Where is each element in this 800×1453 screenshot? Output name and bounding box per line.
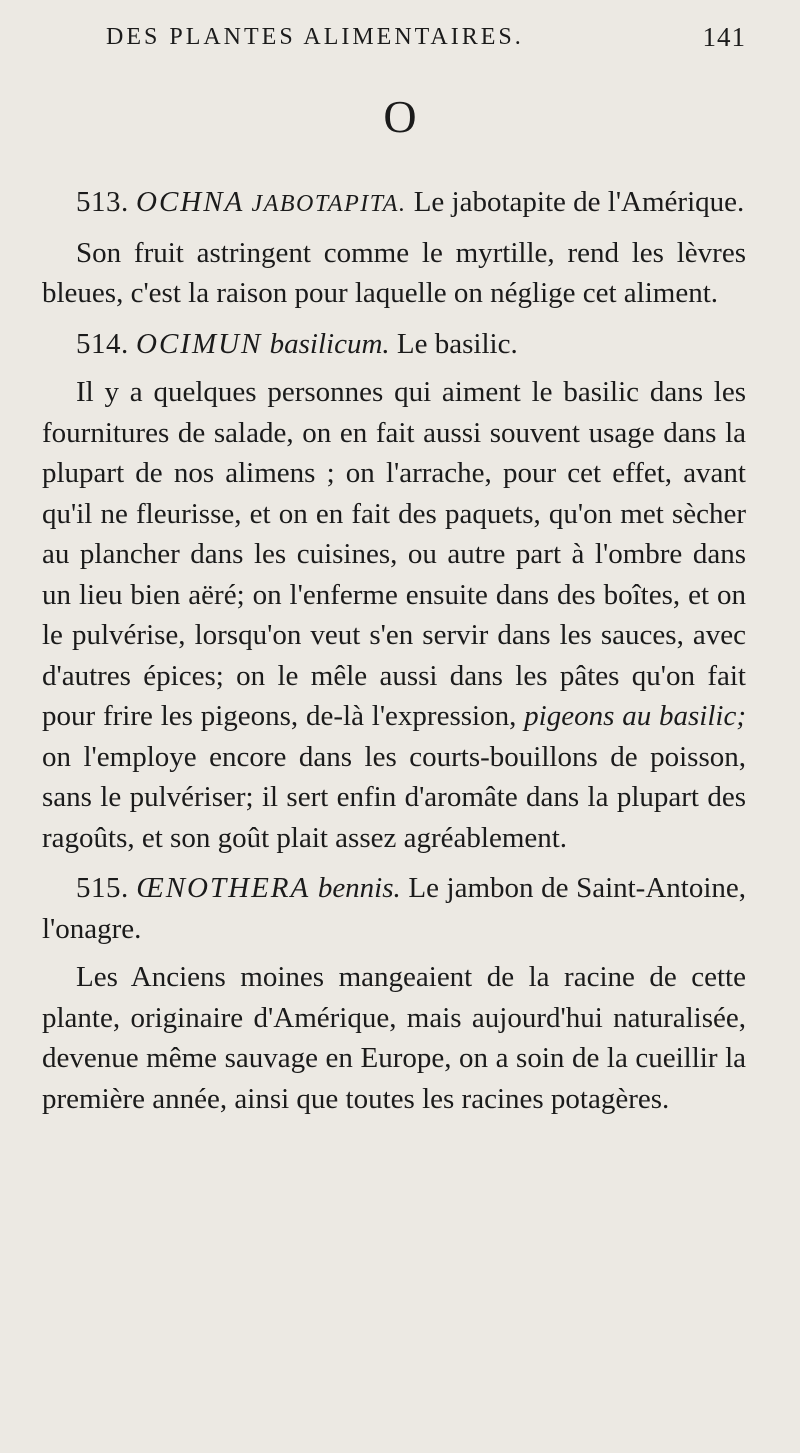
entry-genus: OCHNA: [136, 186, 245, 218]
section-letter: O: [383, 91, 417, 142]
entry-paragraph-514: [42, 372, 746, 858]
paragraph-text: on l'employe encore dans les courts-bouillons de poisson, sans le pulvériser; il sert enfin d'aromâte dans la plupart des ragoûts, et son goût plait assez agréablement.: [42, 740, 746, 854]
entry-species: JABOTAPITA.: [251, 191, 407, 217]
entry-common-name: Le basilic.: [396, 327, 518, 360]
paragraph-text: Il y a quelques personnes qui aiment le basilic dans les fournitures de salade, on en fait aussi souvent usage dans la plupart de nos alimens ; on l'arrache, pour cet effet, avant qu'il ne fleurisse, et on en fait des paquets, qu'on met sècher au plancher dans les cuisines, ou autre part à l'ombre dans un lieu bien aëré; on l'enferme ensuite dans des boîtes, et on le pulvérise, lorsqu'on veut s'en servir dans les sauces, avec d'autres épices; on le mêle aussi dans les pâtes qu'on fait pour frire les pigeons, de-là l'expression,: [42, 376, 746, 732]
entry-heading-514: [42, 324, 746, 365]
entry-number: 515.: [76, 872, 129, 904]
italic-expression: pigeons au basilic;: [524, 700, 747, 732]
entry-paragraph-515: Les Anciens moines mangeaient de la racine de cette plante, originaire d'Amérique, mais aujourd'hui naturalisée, devenue même sauvage en Europe, on a soin de la cueillir la première année, ainsi que toutes les racines potagères.: [42, 961, 746, 1115]
entry-number: 513.: [76, 186, 129, 218]
entry-species: bennis.: [317, 872, 401, 904]
entry-common-name: Le jabotapite de l'Amérique.: [413, 186, 745, 218]
entry-heading-513: [42, 182, 746, 225]
entry-common-name: Le jambon de Saint-Antoine, l'onagre.: [42, 872, 747, 945]
entry-number: 514.: [76, 327, 129, 360]
entry-species: basilicum.: [269, 327, 390, 360]
entry-genus: ŒNOTHERA: [136, 872, 311, 904]
entry-genus: OCIMUN: [136, 327, 263, 360]
page-number: 141: [702, 22, 746, 52]
running-header: [106, 18, 746, 58]
entry-heading-515: [42, 868, 746, 949]
entry-paragraph-513: Son fruit astringent comme le myrtille, rend les lèvres bleues, c'est la raison pour laquelle on néglige cet aliment.: [42, 236, 746, 309]
dictionary-text: [42, 182, 746, 1129]
running-title: DES PLANTES ALIMENTAIRES.: [106, 24, 524, 50]
